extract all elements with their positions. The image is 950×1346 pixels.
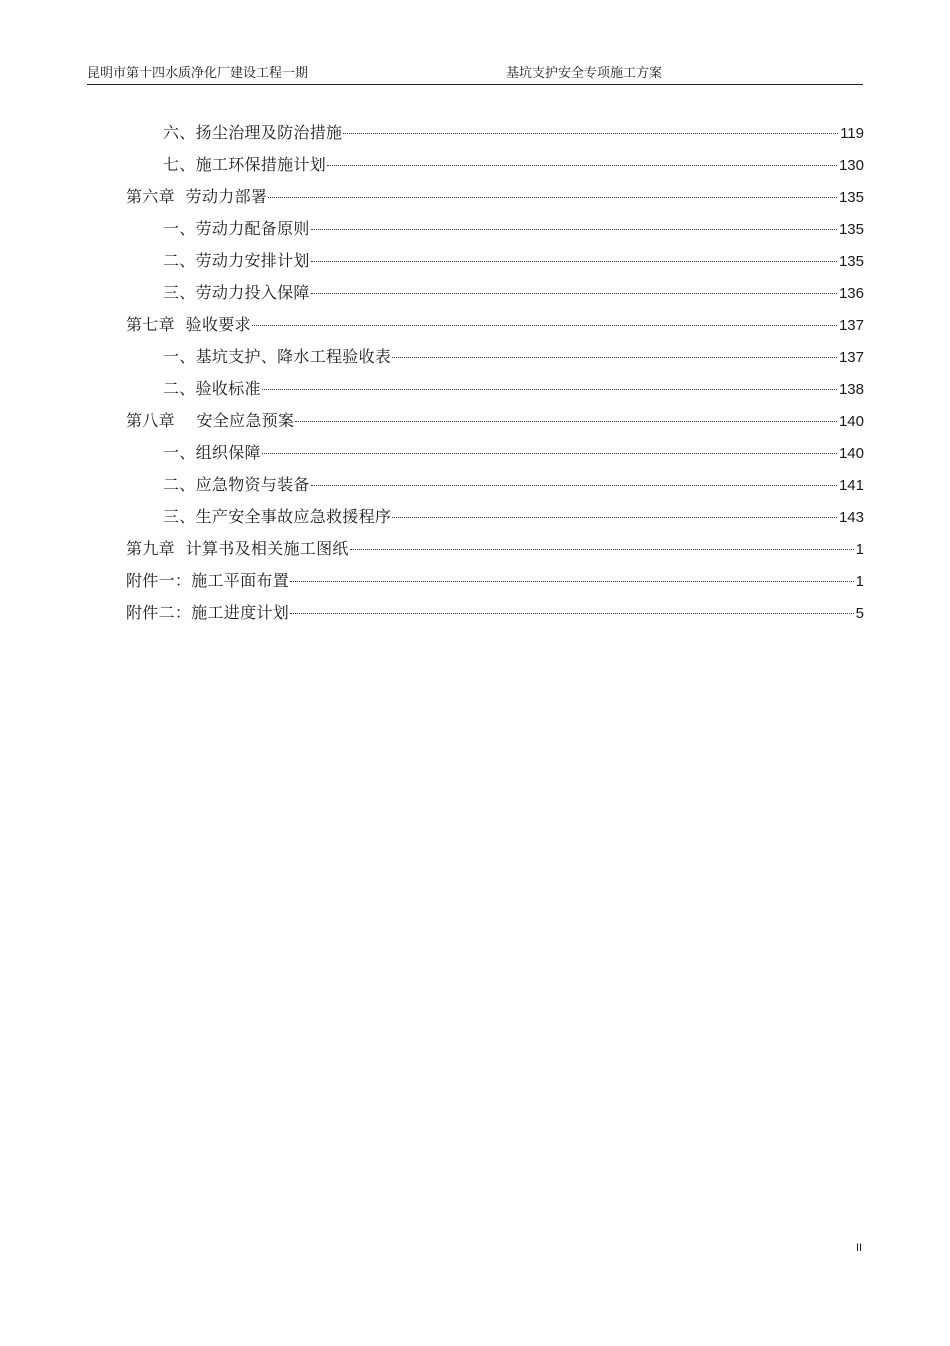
toc-entry-page: 130: [838, 157, 864, 174]
toc-entry-page: 5: [855, 605, 864, 622]
toc-entry-page: 1: [855, 541, 864, 558]
toc-entry[interactable]: [126, 248, 864, 280]
toc-entry-page: 135: [838, 189, 864, 206]
toc-entry-title: 二、应急物资与装备: [163, 475, 310, 494]
toc-entry-title: 一、基坑支护、降水工程验收表: [163, 347, 392, 366]
toc-entry-page: 141: [838, 477, 864, 494]
toc-entry-title: 附件一：施工平面布置: [126, 571, 290, 590]
toc-entry-page: 1: [855, 573, 864, 590]
toc-entry[interactable]: [126, 440, 864, 472]
toc-dot-leader: [290, 613, 854, 614]
toc-entry-title: 第七章 验收要求: [126, 315, 251, 334]
toc-entry[interactable]: [126, 376, 864, 408]
toc-dot-leader: [392, 357, 837, 358]
footer-page-number: II: [856, 1242, 863, 1254]
header-project-name: 昆明市第十四水质净化厂建设工程一期: [87, 66, 309, 81]
toc-entry-title: 第六章 劳动力部署: [126, 187, 268, 206]
toc-entry[interactable]: [126, 472, 864, 504]
toc-dot-leader: [252, 325, 837, 326]
toc-dot-leader: [290, 581, 854, 582]
toc-entry-page: 137: [838, 349, 864, 366]
toc-entry-page: 140: [838, 413, 864, 430]
toc-entry-page: 119: [840, 125, 864, 142]
toc-entry[interactable]: [126, 184, 864, 216]
toc-entry-page: 136: [838, 285, 864, 302]
toc-entry-title: 二、劳动力安排计划: [163, 251, 310, 270]
header-document-title: 基坑支护安全专项施工方案: [506, 66, 663, 81]
toc-entry[interactable]: [126, 344, 864, 376]
toc-entry-title: 六、扬尘治理及防治措施: [163, 123, 343, 142]
toc-entry[interactable]: [126, 408, 864, 440]
toc-entry[interactable]: [126, 312, 864, 344]
toc-entry-title: 七、施工环保措施计划: [163, 155, 327, 174]
toc-entry[interactable]: [126, 152, 864, 184]
toc-dot-leader: [311, 261, 837, 262]
toc-entry-title: 三、生产安全事故应急救援程序: [163, 507, 392, 526]
toc-entry[interactable]: [126, 568, 864, 600]
toc-dot-leader: [262, 453, 837, 454]
toc-dot-leader: [262, 389, 837, 390]
toc-dot-leader: [343, 133, 838, 134]
toc-entry[interactable]: [126, 280, 864, 312]
toc-dot-leader: [268, 197, 837, 198]
toc-entry-title: 三、劳动力投入保障: [163, 283, 310, 302]
toc-entry-page: 140: [838, 445, 864, 462]
toc-dot-leader: [350, 549, 854, 550]
toc-entry-title: 第九章 计算书及相关施工图纸: [126, 539, 349, 558]
toc-entry-page: 135: [838, 221, 864, 238]
toc-entry-title: 附件二：施工进度计划: [126, 603, 290, 622]
toc-entry-page: 138: [838, 381, 864, 398]
toc-entry-title: 二、验收标准: [163, 379, 261, 398]
toc-entry-title: 第八章 安全应急预案: [126, 411, 295, 430]
toc-entry[interactable]: [126, 120, 864, 152]
toc-entry-page: 143: [838, 509, 864, 526]
toc-dot-leader: [392, 517, 837, 518]
page-header: [87, 63, 863, 85]
toc-entry[interactable]: [126, 536, 864, 568]
toc-entry-page: 137: [838, 317, 864, 334]
toc-dot-leader: [295, 421, 837, 422]
toc-entry-page: 135: [838, 253, 864, 270]
table-of-contents: [126, 120, 864, 632]
toc-entry[interactable]: [126, 600, 864, 632]
toc-entry-title: 一、组织保障: [163, 443, 261, 462]
toc-dot-leader: [327, 165, 837, 166]
toc-entry[interactable]: [126, 504, 864, 536]
toc-dot-leader: [311, 293, 837, 294]
toc-entry-title: 一、劳动力配备原则: [163, 219, 310, 238]
toc-entry[interactable]: [126, 216, 864, 248]
toc-dot-leader: [311, 485, 837, 486]
toc-dot-leader: [311, 229, 837, 230]
